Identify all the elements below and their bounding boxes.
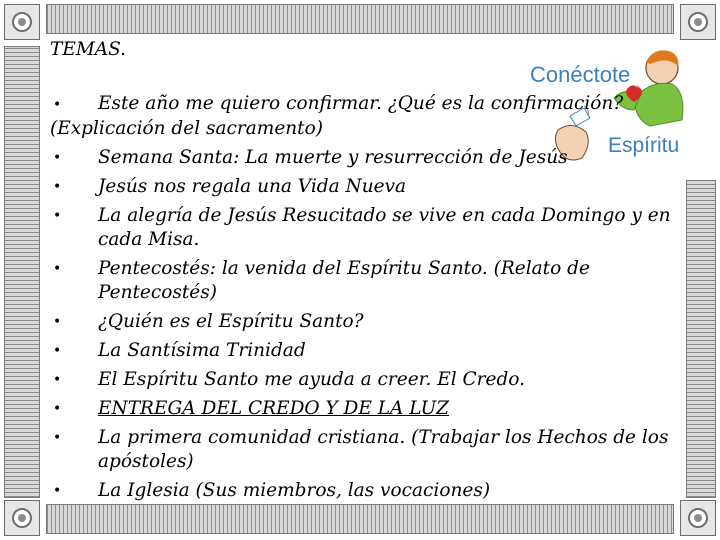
slide-content: [50, 38, 680, 508]
list-item: [50, 204, 680, 252]
list-item-text: ¿Quién es el Espíritu Santo?: [98, 311, 364, 332]
bullet-icon: •: [53, 372, 62, 388]
bullet-icon: •: [53, 430, 62, 446]
list-item: [50, 310, 680, 334]
corner-ring-icon: [688, 12, 708, 32]
frame-corner-bottom-right: [680, 500, 716, 536]
list-item: [50, 175, 680, 199]
list-item-text: Semana Santa: La muerte y resurrección de Jesús: [98, 147, 568, 168]
corner-ring-icon: [12, 508, 32, 528]
list-item-text: Este año me quiero confirmar. ¿Qué es la confirmación? (Explicación del sacramento): [50, 93, 624, 139]
list-item-text: La Santísima Trinidad: [98, 340, 306, 361]
list-item: [50, 339, 680, 363]
bullet-icon: •: [53, 179, 62, 195]
list-item: [50, 92, 680, 141]
list-item-text: La alegría de Jesús Resucitado se vive en cada Domingo y en cada Misa.: [98, 205, 671, 250]
bullet-icon: •: [53, 150, 62, 166]
frame-corner-bottom-left: [4, 500, 40, 536]
bullet-icon: •: [53, 401, 62, 417]
list-item: [50, 397, 680, 421]
logo-text-bottom: Espíritu: [608, 134, 680, 157]
bullet-icon: •: [53, 97, 62, 113]
list-item-text: El Espíritu Santo me ayuda a creer. El Credo.: [98, 369, 526, 390]
frame-left-border: [4, 46, 40, 498]
bullet-icon: •: [53, 483, 62, 499]
corner-ring-icon: [688, 508, 708, 528]
list-item-text: Jesús nos regala una Vida Nueva: [98, 176, 407, 197]
list-item: [50, 368, 680, 392]
bullet-icon: •: [53, 314, 62, 330]
list-item-text: Pentecostés: la venida del Espíritu Santo. (Relato de Pentecostés): [98, 258, 590, 303]
list-item: [50, 257, 680, 305]
frame-corner-top-right: [680, 4, 716, 40]
bullet-icon: •: [53, 261, 62, 277]
slide-title: TEMAS.: [50, 39, 127, 60]
frame-right-border: [686, 180, 716, 498]
logo-text-top: Conéctote: [530, 62, 631, 87]
list-item-text: La Iglesia (Sus miembros, las vocaciones): [98, 480, 491, 501]
list-item: [50, 146, 680, 170]
frame-corner-top-left: [4, 4, 40, 40]
frame-bottom-border: [46, 504, 674, 534]
list-item: [50, 426, 680, 474]
bullet-icon: •: [53, 208, 62, 224]
frame-top-border: [46, 4, 674, 34]
bullet-icon: •: [53, 343, 62, 359]
corner-ring-icon: [12, 12, 32, 32]
list-item: [50, 479, 680, 503]
list-item-text: La primera comunidad cristiana. (Trabajar los Hechos de los apóstoles): [98, 427, 669, 472]
list-item-text-highlighted: ENTREGA DEL CREDO Y DE LA LUZ: [98, 398, 450, 419]
